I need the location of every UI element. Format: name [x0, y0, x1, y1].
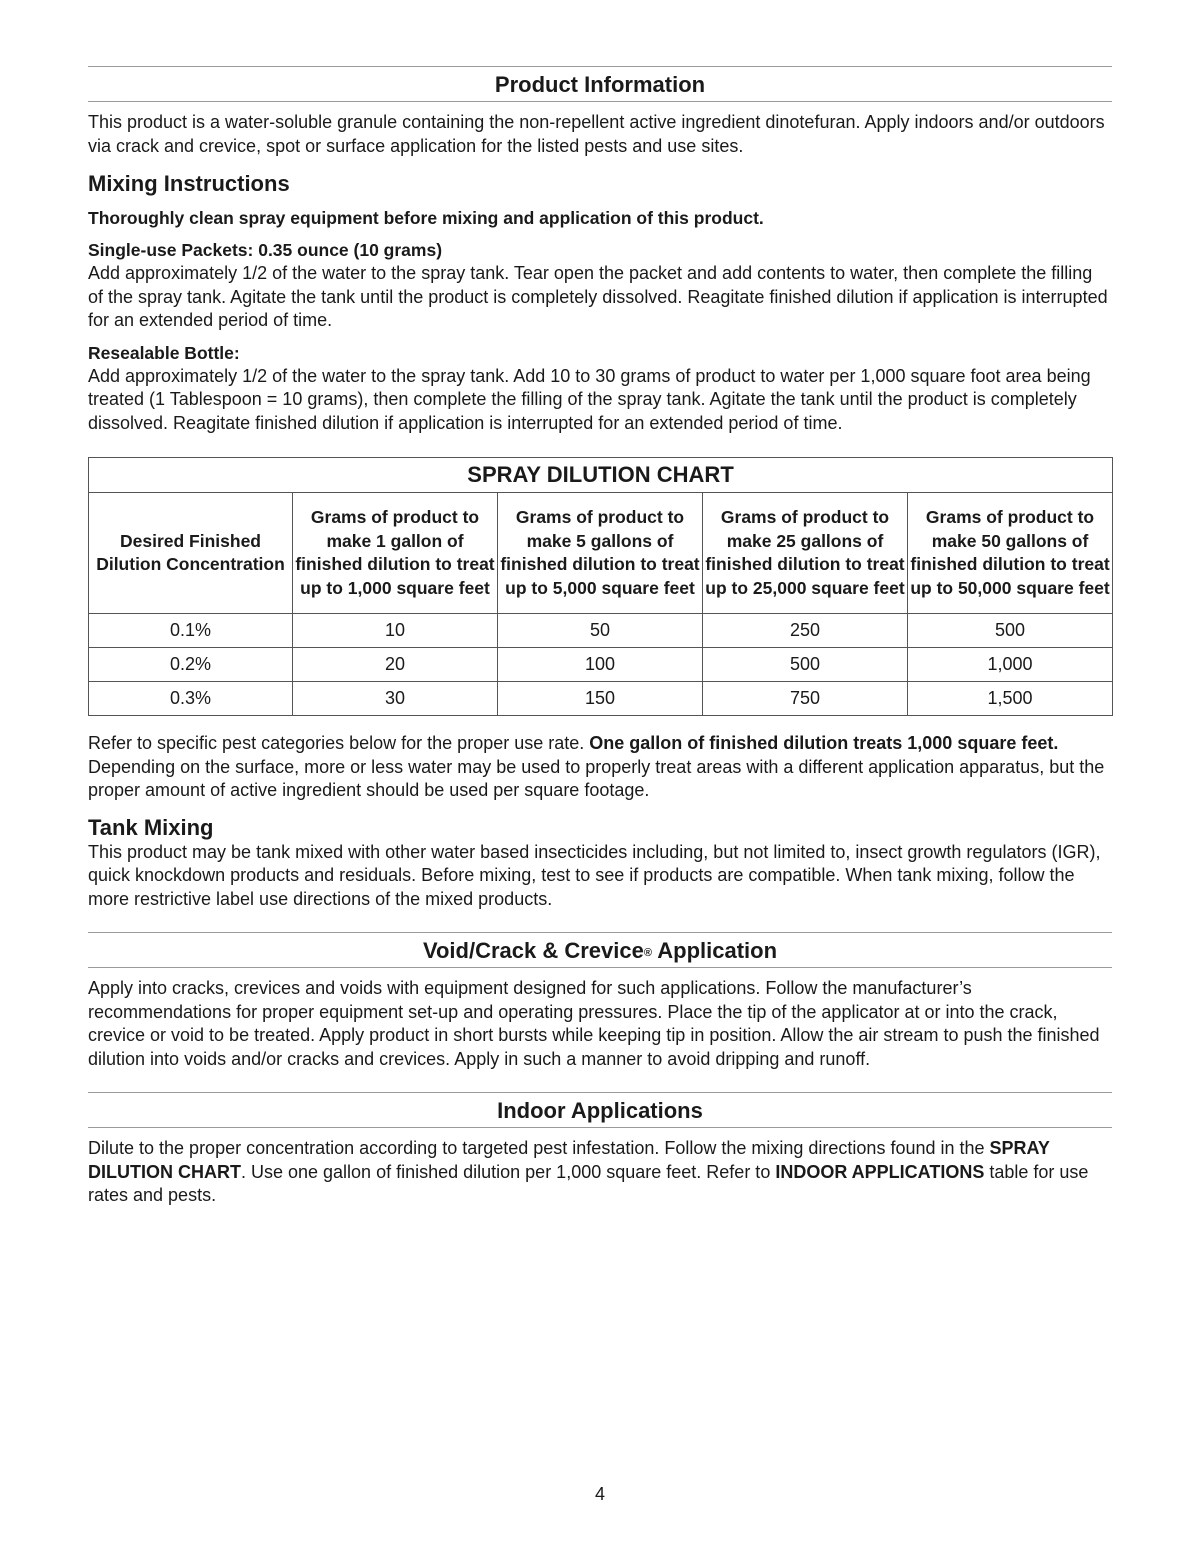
chart-header-concentration: Desired Finished Dilution Concentration	[89, 493, 293, 614]
tank-mixing-text: This product may be tank mixed with other water based insecticides including, but not limited to, insect growth regulators (IGR), quick knockdown products and residuals. Before mixing, test to see if products are compatible. When tank mixing, follow the more restrictive label use directions of the mixed products.	[88, 841, 1101, 909]
chart-header-1-gallon: Grams of product to make 1 gallon of finished dilution to treat up to 1,000 square feet	[293, 493, 498, 614]
product-information-text: This product is a water-soluble granule containing the non-repellent active ingredient dinotefuran. Apply indoors and/or outdoors via crack and crevice, spot or surface application for the listed pests and use sites.	[88, 112, 1105, 156]
spray-dilution-chart	[88, 457, 1113, 716]
indoor-text-end: table for use rates and pests.	[88, 1161, 1089, 1205]
product-information-heading: Product Information	[88, 66, 1112, 102]
chart-header-5-gallons: Grams of product to make 5 gallons of finished dilution to treat up to 5,000 square feet	[498, 493, 703, 614]
table-cell: 150	[498, 682, 703, 716]
table-cell: 10	[293, 614, 498, 648]
use-rate-text: Refer to specific pest categories below for the proper use rate.	[88, 733, 590, 753]
indoor-text-continued: . Use one gallon of finished dilution per 1,000 square feet. Refer to	[240, 1161, 776, 1182]
single-use-packets-label: Single-use Packets: 0.35 ounce (10 grams)	[88, 240, 443, 260]
use-rate-text-continued: Depending on the surface, more or less water may be used to properly treat areas with a different application apparatus, but the proper amount of active ingredient should be used per square footage.	[88, 756, 1105, 800]
indoor-applications-heading: Indoor Applications	[88, 1092, 1112, 1128]
chart-header-50-gallons: Grams of product to make 50 gallons of finished dilution to treat up to 50,000 square feet	[908, 493, 1113, 614]
chart-title: SPRAY DILUTION CHART	[89, 458, 1113, 493]
table-cell: 1,000	[908, 648, 1113, 682]
spray-dilution-chart-reference: SPRAY DILUTION CHART	[88, 1138, 1050, 1182]
clean-equipment-note: Thoroughly clean spray equipment before mixing and application of this product.	[88, 208, 764, 228]
label-page	[88, 66, 1112, 1208]
table-cell: 1,500	[908, 682, 1113, 716]
table-cell: 0.3%	[89, 682, 293, 716]
table-cell: 50	[498, 614, 703, 648]
indoor-applications-text	[88, 1137, 1112, 1208]
void-crack-crevice-text: Apply into cracks, crevices and voids with equipment designed for such applications. Follow the manufacturer’s recommendations for proper equipment set-up and operating pressures. Place the tip of the applicator at or into the crack, crevice or void to be treated. Apply product in short bursts while keeping tip in position. Allow the air stream to push the finished dilution into voids and/or cracks and crevices. Apply in such a manner to avoid dripping and runoff.	[88, 978, 1100, 1069]
table-cell: 0.2%	[89, 648, 293, 682]
table-row	[89, 614, 1113, 648]
indoor-applications-reference: INDOOR APPLICATIONS	[775, 1161, 985, 1182]
mixing-instructions-heading: Mixing Instructions	[88, 171, 290, 196]
table-cell: 750	[703, 682, 908, 716]
single-use-packets-text: Add approximately 1/2 of the water to the spray tank. Tear open the packet and add contents to water, then complete the filling of the spray tank. Agitate the tank until the product is completely dissolved. Reagitate finished dilution if application is interrupted for an extended period of time.	[88, 263, 1108, 330]
table-cell: 500	[703, 648, 908, 682]
tank-mixing-heading: Tank Mixing	[88, 814, 214, 840]
registered-mark: ®	[643, 947, 652, 959]
void-heading-text: Void/Crack & Crevice	[422, 938, 644, 963]
table-row	[89, 682, 1113, 716]
void-heading-text-continued: Application	[651, 938, 778, 963]
table-cell: 20	[293, 648, 498, 682]
void-crack-crevice-heading	[88, 932, 1112, 968]
chart-header-25-gallons: Grams of product to make 25 gallons of finished dilution to treat up to 25,000 square feet	[703, 493, 908, 614]
page-number: 4	[594, 1484, 605, 1504]
indoor-text: Dilute to the proper concentration according to targeted pest infestation. Follow the mixing directions found in the	[88, 1138, 990, 1158]
use-rate-paragraph	[88, 732, 1112, 803]
table-cell: 0.1%	[89, 614, 293, 648]
table-cell: 500	[908, 614, 1113, 648]
use-rate-emphasis: One gallon of finished dilution treats 1,000 square feet.	[589, 733, 1059, 753]
resealable-bottle-text: Add approximately 1/2 of the water to the spray tank. Add 10 to 30 grams of product to water per 1,000 square foot area being treated (1 Tablespoon = 10 grams), then complete the filling of the spray tank. Agitate the tank until the product is completely dissolved. Reagitate finished dilution if application is interrupted for an extended period of time.	[88, 365, 1091, 433]
table-cell: 100	[498, 648, 703, 682]
table-cell: 30	[293, 682, 498, 716]
table-cell: 250	[703, 614, 908, 648]
table-row	[89, 648, 1113, 682]
resealable-bottle-label: Resealable Bottle:	[88, 342, 240, 363]
